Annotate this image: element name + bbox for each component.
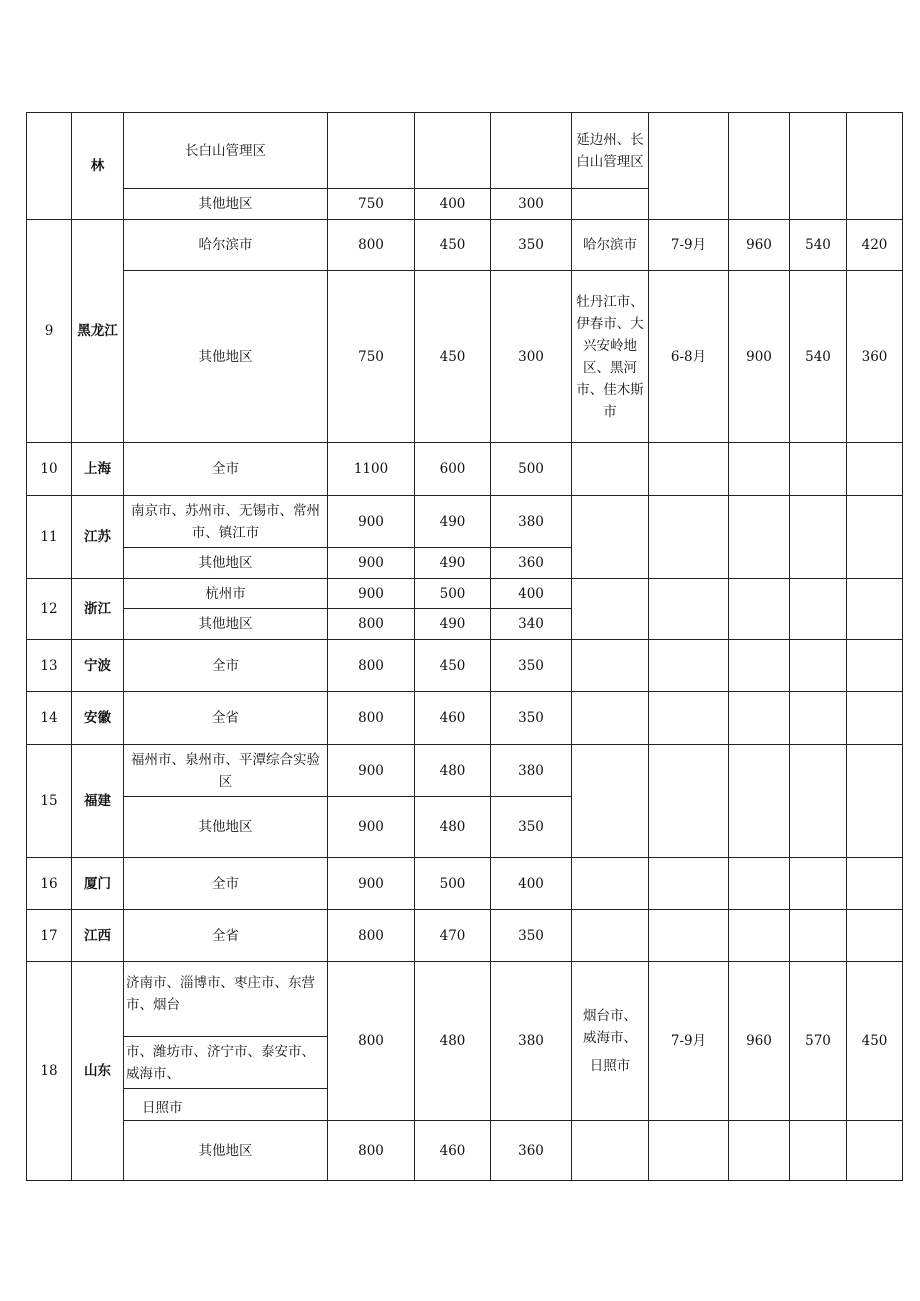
peak-value bbox=[729, 858, 790, 910]
peak-area bbox=[572, 910, 649, 962]
province-name: 浙江 bbox=[72, 579, 124, 640]
value-cell: 800 bbox=[328, 1121, 415, 1181]
peak-area bbox=[572, 1121, 649, 1181]
area-name: 全省 bbox=[124, 692, 328, 745]
peak-value bbox=[847, 692, 903, 745]
value-cell: 300 bbox=[491, 271, 572, 443]
peak-value bbox=[847, 443, 903, 496]
peak-value bbox=[790, 640, 847, 692]
value-cell: 750 bbox=[328, 271, 415, 443]
peak-months: 7-9月 bbox=[649, 962, 729, 1121]
peak-value bbox=[729, 745, 790, 858]
peak-value bbox=[847, 579, 903, 640]
peak-months bbox=[649, 579, 729, 640]
table-row bbox=[27, 692, 903, 745]
row-number: 18 bbox=[27, 962, 72, 1181]
area-name: 其他地区 bbox=[124, 271, 328, 443]
peak-months: 6-8月 bbox=[649, 271, 729, 443]
peak-value bbox=[790, 443, 847, 496]
value-cell: 600 bbox=[415, 443, 491, 496]
row-number bbox=[27, 113, 72, 220]
row-number: 12 bbox=[27, 579, 72, 640]
table-row bbox=[27, 443, 903, 496]
value-cell bbox=[415, 113, 491, 189]
peak-months bbox=[649, 496, 729, 579]
value-cell: 400 bbox=[415, 189, 491, 220]
value-cell bbox=[328, 113, 415, 189]
value-cell: 490 bbox=[415, 496, 491, 548]
row-number: 17 bbox=[27, 910, 72, 962]
peak-months bbox=[649, 113, 729, 220]
area-name: 南京市、苏州市、无锡市、常州市、镇江市 bbox=[124, 496, 328, 548]
peak-value: 570 bbox=[790, 962, 847, 1121]
value-cell: 490 bbox=[415, 548, 491, 579]
peak-value bbox=[790, 579, 847, 640]
peak-value bbox=[729, 692, 790, 745]
peak-value: 420 bbox=[847, 220, 903, 271]
peak-value: 360 bbox=[847, 271, 903, 443]
peak-area: 牡丹江市、伊春市、大兴安岭地区、黑河市、佳木斯市 bbox=[572, 271, 649, 443]
value-cell: 500 bbox=[415, 858, 491, 910]
area-name: 其他地区 bbox=[124, 609, 328, 640]
province-name: 福建 bbox=[72, 745, 124, 858]
peak-months bbox=[649, 443, 729, 496]
province-name: 江苏 bbox=[72, 496, 124, 579]
peak-value bbox=[847, 745, 903, 858]
area-name: 长白山管理区 bbox=[124, 113, 328, 189]
peak-value: 900 bbox=[729, 271, 790, 443]
peak-value bbox=[729, 443, 790, 496]
value-cell: 350 bbox=[491, 220, 572, 271]
value-cell: 750 bbox=[328, 189, 415, 220]
table-row bbox=[27, 858, 903, 910]
table-row bbox=[27, 910, 903, 962]
peak-area bbox=[572, 692, 649, 745]
peak-months bbox=[649, 910, 729, 962]
province-name: 江西 bbox=[72, 910, 124, 962]
value-cell: 340 bbox=[491, 609, 572, 640]
area-name: 福州市、泉州市、平潭综合实验区 bbox=[124, 745, 328, 797]
peak-area-line: 日照市 bbox=[589, 1058, 631, 1074]
peak-value bbox=[847, 858, 903, 910]
area-name: 其他地区 bbox=[124, 548, 328, 579]
value-cell: 900 bbox=[328, 797, 415, 858]
value-cell: 800 bbox=[328, 220, 415, 271]
value-cell: 380 bbox=[491, 496, 572, 548]
area-name: 其他地区 bbox=[124, 797, 328, 858]
province-name: 山东 bbox=[72, 962, 124, 1181]
peak-value bbox=[729, 640, 790, 692]
peak-value bbox=[847, 113, 903, 220]
peak-months bbox=[649, 1121, 729, 1181]
value-cell: 500 bbox=[491, 443, 572, 496]
value-cell: 470 bbox=[415, 910, 491, 962]
peak-area: 哈尔滨市 bbox=[572, 220, 649, 271]
peak-value bbox=[729, 1121, 790, 1181]
area-name: 全市 bbox=[124, 640, 328, 692]
area-line: 市、潍坊市、济宁市、泰安市、威海市、 bbox=[124, 1037, 327, 1089]
peak-area bbox=[572, 189, 649, 220]
table-row bbox=[27, 962, 903, 1121]
table-row bbox=[27, 745, 903, 797]
value-cell: 480 bbox=[415, 745, 491, 797]
peak-value bbox=[790, 910, 847, 962]
value-cell: 800 bbox=[328, 962, 415, 1121]
row-number: 16 bbox=[27, 858, 72, 910]
peak-value bbox=[729, 579, 790, 640]
area-name: 全市 bbox=[124, 443, 328, 496]
value-cell: 500 bbox=[415, 579, 491, 609]
province-name: 上海 bbox=[72, 443, 124, 496]
peak-value bbox=[847, 640, 903, 692]
value-cell: 800 bbox=[328, 692, 415, 745]
peak-value bbox=[847, 496, 903, 579]
peak-value bbox=[790, 113, 847, 220]
value-cell: 360 bbox=[491, 1121, 572, 1181]
peak-months bbox=[649, 692, 729, 745]
peak-value bbox=[790, 745, 847, 858]
peak-value: 960 bbox=[729, 962, 790, 1121]
peak-value: 960 bbox=[729, 220, 790, 271]
peak-months: 7-9月 bbox=[649, 220, 729, 271]
peak-area: 延边州、长白山管理区 bbox=[572, 113, 649, 189]
value-cell: 460 bbox=[415, 692, 491, 745]
table-row bbox=[27, 640, 903, 692]
value-cell: 400 bbox=[491, 858, 572, 910]
value-cell: 380 bbox=[491, 962, 572, 1121]
value-cell: 800 bbox=[328, 640, 415, 692]
peak-months bbox=[649, 858, 729, 910]
peak-value bbox=[790, 858, 847, 910]
peak-value bbox=[729, 496, 790, 579]
peak-value bbox=[790, 1121, 847, 1181]
area-name: 杭州市 bbox=[124, 579, 328, 609]
province-name: 宁波 bbox=[72, 640, 124, 692]
value-cell: 900 bbox=[328, 496, 415, 548]
value-cell bbox=[491, 113, 572, 189]
area-name-group bbox=[124, 962, 328, 1121]
area-name: 其他地区 bbox=[124, 1121, 328, 1181]
row-number: 10 bbox=[27, 443, 72, 496]
area-name: 全市 bbox=[124, 858, 328, 910]
peak-area bbox=[572, 579, 649, 640]
value-cell: 900 bbox=[328, 579, 415, 609]
value-cell: 450 bbox=[415, 271, 491, 443]
value-cell: 900 bbox=[328, 745, 415, 797]
peak-area bbox=[572, 745, 649, 858]
peak-area bbox=[572, 443, 649, 496]
peak-value bbox=[729, 910, 790, 962]
peak-area bbox=[572, 858, 649, 910]
peak-value: 450 bbox=[847, 962, 903, 1121]
value-cell: 350 bbox=[491, 797, 572, 858]
value-cell: 800 bbox=[328, 910, 415, 962]
area-line: 济南市、淄博市、枣庄市、东营市、烟台 bbox=[124, 962, 327, 1037]
peak-value bbox=[847, 1121, 903, 1181]
peak-area bbox=[572, 496, 649, 579]
row-number: 15 bbox=[27, 745, 72, 858]
value-cell: 350 bbox=[491, 692, 572, 745]
value-cell: 360 bbox=[491, 548, 572, 579]
value-cell: 400 bbox=[491, 579, 572, 609]
province-name: 厦门 bbox=[72, 858, 124, 910]
peak-value bbox=[790, 496, 847, 579]
table-row bbox=[27, 579, 903, 609]
value-cell: 800 bbox=[328, 609, 415, 640]
value-cell: 490 bbox=[415, 609, 491, 640]
table-row bbox=[27, 271, 903, 443]
subsidy-standard-table bbox=[26, 112, 903, 1181]
peak-area-line: 烟台市、威海市、 bbox=[583, 1008, 637, 1046]
value-cell: 300 bbox=[491, 189, 572, 220]
peak-value bbox=[729, 113, 790, 220]
value-cell: 480 bbox=[415, 962, 491, 1121]
peak-months bbox=[649, 745, 729, 858]
area-name: 其他地区 bbox=[124, 189, 328, 220]
peak-months bbox=[649, 640, 729, 692]
peak-value: 540 bbox=[790, 271, 847, 443]
value-cell: 900 bbox=[328, 858, 415, 910]
value-cell: 900 bbox=[328, 548, 415, 579]
area-name: 哈尔滨市 bbox=[124, 220, 328, 271]
row-number: 14 bbox=[27, 692, 72, 745]
value-cell: 480 bbox=[415, 797, 491, 858]
area-line: 日照市 bbox=[142, 1100, 183, 1116]
value-cell: 1100 bbox=[328, 443, 415, 496]
table-row bbox=[27, 1121, 903, 1181]
peak-area bbox=[572, 640, 649, 692]
province-name: 安徽 bbox=[72, 692, 124, 745]
value-cell: 380 bbox=[491, 745, 572, 797]
table-row bbox=[27, 113, 903, 189]
peak-value bbox=[790, 692, 847, 745]
province-name: 林 bbox=[72, 113, 124, 220]
row-number: 9 bbox=[27, 220, 72, 443]
value-cell: 350 bbox=[491, 910, 572, 962]
area-name: 全省 bbox=[124, 910, 328, 962]
row-number: 11 bbox=[27, 496, 72, 579]
table-row bbox=[27, 220, 903, 271]
value-cell: 450 bbox=[415, 640, 491, 692]
value-cell: 350 bbox=[491, 640, 572, 692]
value-cell: 460 bbox=[415, 1121, 491, 1181]
province-name: 黑龙江 bbox=[72, 220, 124, 443]
peak-value bbox=[847, 910, 903, 962]
table-row bbox=[27, 496, 903, 548]
value-cell: 450 bbox=[415, 220, 491, 271]
row-number: 13 bbox=[27, 640, 72, 692]
peak-area bbox=[572, 962, 649, 1121]
peak-value: 540 bbox=[790, 220, 847, 271]
